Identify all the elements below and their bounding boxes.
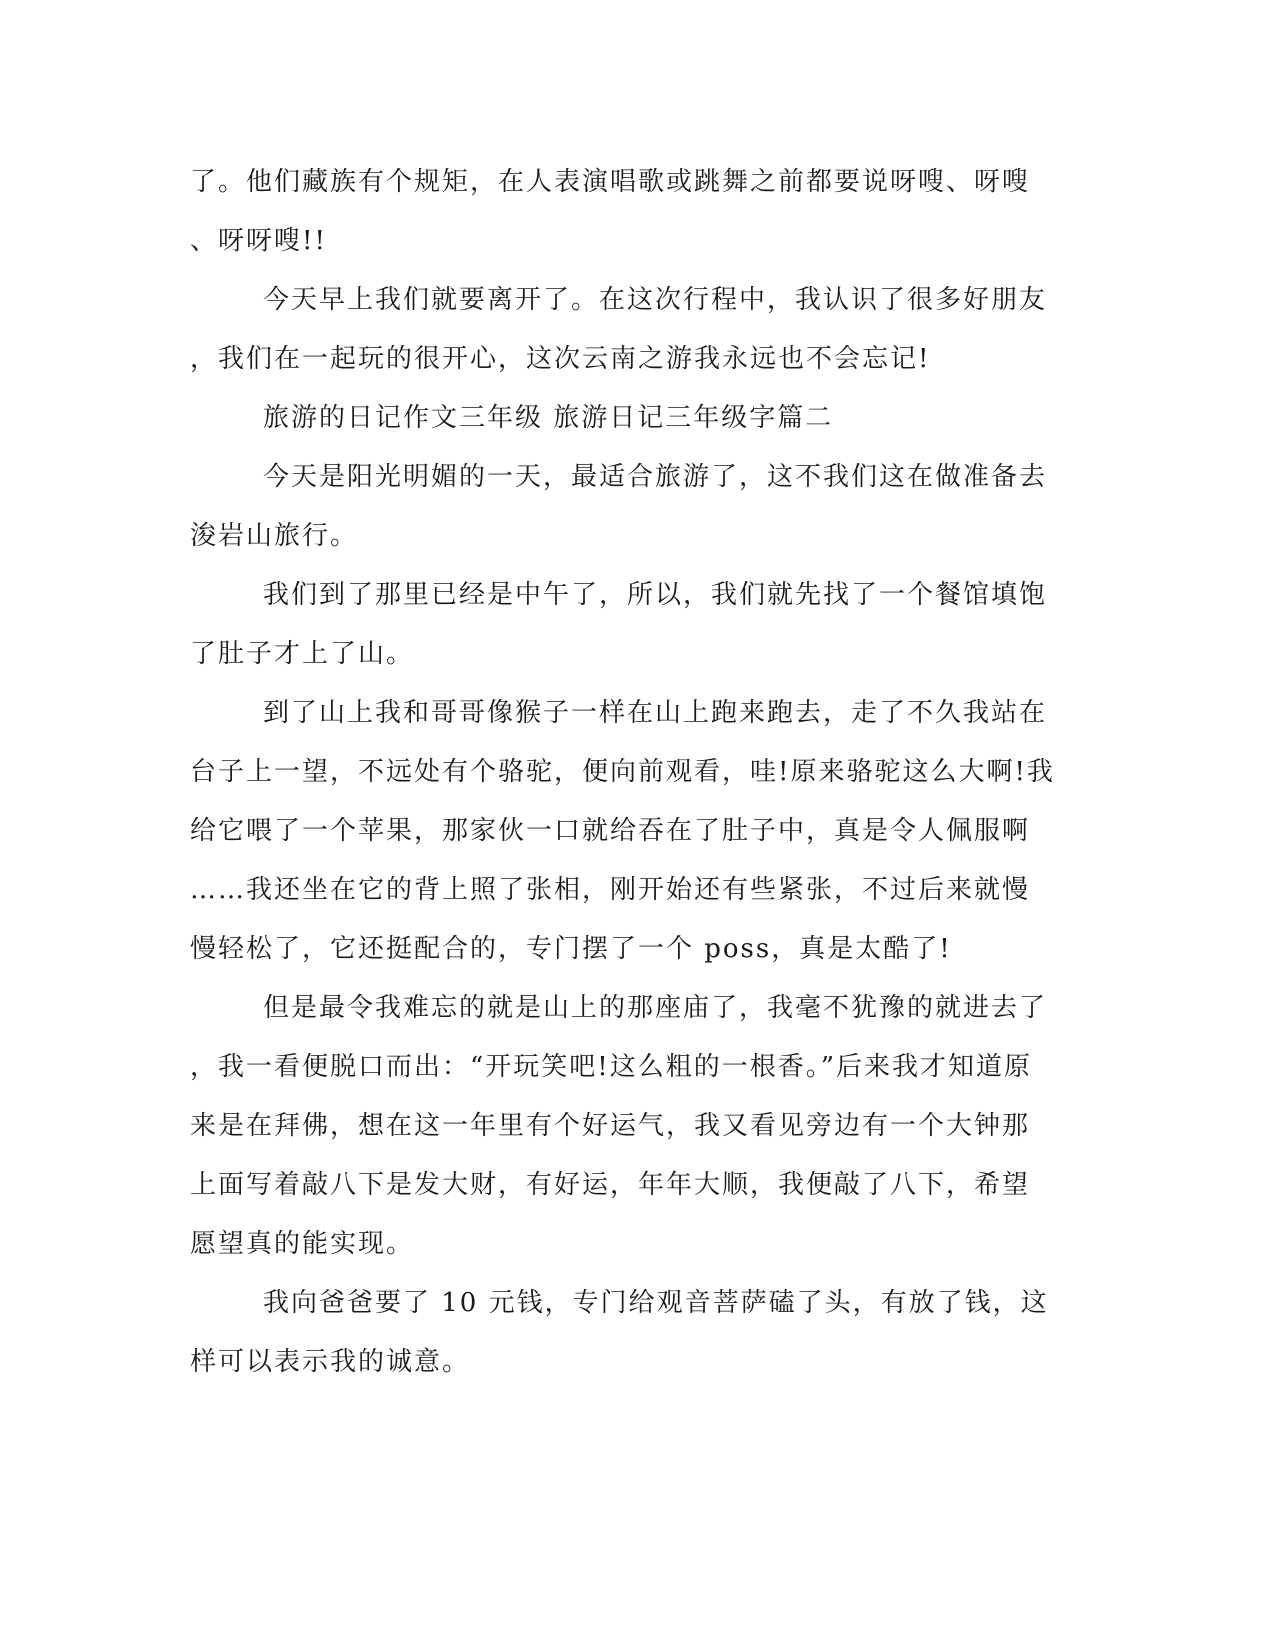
text-line-20: 我向爸爸要了 10 元钱，专门给观音菩萨磕了头，有放了钱，这 <box>263 1288 1049 1318</box>
text-line-15: 但是最令我难忘的就是山上的那座庙了，我毫不犹豫的就进去了 <box>263 993 1048 1023</box>
text-line-3: 今天早上我们就要离开了。在这次行程中，我认识了很多好朋友 <box>263 285 1048 315</box>
text-line-13: ……我还坐在它的背上照了张相，刚开始还有些紧张，不过后来就慢 <box>190 875 1031 905</box>
text-line-1: 了。他们藏族有个规矩，在人表演唱歌或跳舞之前都要说呀嗖、呀嗖 <box>190 167 1031 197</box>
text-line-7: 浚岩山旅行。 <box>190 521 359 551</box>
text-line-12: 给它喂了一个苹果，那家伙一口就给吞在了肚子中，真是令人佩服啊 <box>190 816 1031 846</box>
text-line-4: ，我们在一起玩的很开心，这次云南之游我永远也不会忘记! <box>190 344 931 374</box>
text-line-2: 、呀呀嗖!! <box>190 226 327 256</box>
text-line-11: 台子上一望，不远处有个骆驼，便向前观看，哇!原来骆驼这么大啊!我 <box>190 757 1055 787</box>
text-line-18: 上面写着敲八下是发大财，有好运，年年大顺，我便敲了八下，希望 <box>190 1170 1031 1200</box>
text-line-8: 我们到了那里已经是中午了，所以，我们就先找了一个餐馆填饱 <box>263 580 1048 610</box>
text-line-21: 样可以表示我的诚意。 <box>190 1347 471 1377</box>
section-heading: 旅游的日记作文三年级 旅游日记三年级字篇二 <box>263 403 834 433</box>
text-line-14: 慢轻松了，它还挺配合的，专门摆了一个 poss，真是太酷了! <box>190 934 952 964</box>
text-line-6: 今天是阳光明媚的一天，最适合旅游了，这不我们这在做准备去 <box>263 462 1048 492</box>
text-line-16: ，我一看便脱口而出：“开玩笑吧!这么粗的一根香。”后来我才知道原 <box>190 1052 1033 1082</box>
text-line-9: 了肚子才上了山。 <box>190 639 415 669</box>
text-line-17: 来是在拜佛，想在这一年里有个好运气，我又看见旁边有一个大钟那 <box>190 1111 1031 1141</box>
text-line-19: 愿望真的能实现。 <box>190 1229 415 1259</box>
text-line-10: 到了山上我和哥哥像猴子一样在山上跑来跑去，走了不久我站在 <box>263 698 1048 728</box>
